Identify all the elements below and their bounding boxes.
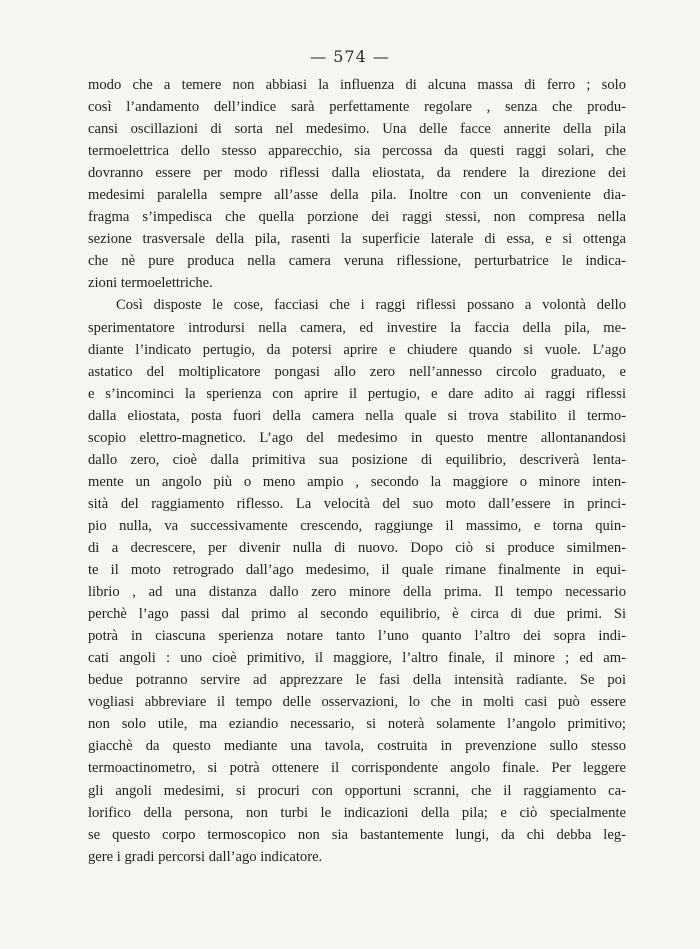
- text-line: cati angoli : uno cioè primitivo, il maggiore, l’altro finale, il minore ; ed am-: [88, 650, 626, 667]
- page-number: — 574 —: [310, 47, 390, 66]
- text-line: modo che a temere non abbiasi la influenza di alcuna massa di ferro ; solo: [88, 77, 626, 93]
- text-line: termoactinometro, si potrà ottenere il corrispondente angolo finale. Per leggere: [88, 760, 626, 777]
- text-line: cansi oscillazioni di sorta nel medesimo. Una delle facce annerite della pila: [88, 121, 626, 138]
- text-line: e s’incominci la sperienza con aprire il pertugio, e dare adito ai raggi riflessi: [88, 385, 626, 402]
- text-line: te il moto retrogrado dall’ago medesimo, il quale rimane finalmente in equi-: [88, 562, 626, 579]
- paragraph-2: [88, 294, 626, 867]
- text-line: diante l’indicato pertugio, da potersi aprire e chiudere quando si vuole. L’ago: [88, 341, 626, 358]
- text-line: gli angoli medesimi, si procuri con opportuni scranni, che il raggiamento ca-: [88, 782, 626, 799]
- text-line: lorifico della persona, non turbi le indicazioni della pila; e ciò specialmente: [88, 804, 626, 821]
- text-line: potrà in ciascuna sperienza notare tanto l’uno quanto l’altro dei sopra indi-: [88, 628, 626, 645]
- text-line: Così disposte le cose, facciasi che i raggi riflessi possano a volontà dello: [116, 297, 626, 314]
- text-line: zioni termoelettriche.: [88, 275, 213, 292]
- text-line: sezione trasversale della pila, rasenti la superficie laterale di essa, e si ottenga: [88, 231, 626, 248]
- text-line: termoelettrica dello stesso apparecchio, sia percossa da questi raggi solari, che: [88, 143, 626, 160]
- text-line: perchè l’ago passi dal primo al secondo equilibrio, è circa di due primi. Si: [88, 606, 626, 623]
- text-line: medesimi paralella sempre all’asse della pila. Inoltre con un conveniente dia-: [88, 187, 626, 204]
- text-line: fragma s’impedisca che quella porzione dei raggi stessi, non compresa nella: [88, 209, 626, 226]
- text-line: sperimentatore introdursi nella camera, ed investire la faccia della pila, me-: [88, 319, 626, 336]
- text-line: dovranno essere per modo riflessi dalla eliostata, da rendere la direzione dei: [88, 165, 626, 182]
- text-line: scopio elettro-magnetico. L’ago del medesimo in questo mentre allontanandosi: [88, 429, 626, 446]
- text-line: pio nulla, va successivamente crescendo, raggiunge il massimo, e torna quin-: [88, 517, 626, 534]
- text-line: così l’andamento dell’indice sarà perfettamente regolare , senza che produ-: [88, 99, 626, 116]
- body-text: [88, 74, 626, 868]
- text-line: gere i gradi percorsi dall’ago indicatore.: [88, 848, 323, 865]
- text-line: mente un angolo più o meno ampio , secondo la maggiore o minore inten-: [88, 473, 626, 490]
- text-line: dallo zero, cioè dalla primitiva sua posizione di equilibrio, descriverà lenta-: [88, 451, 626, 468]
- text-line: vogliasi abbreviare il tempo delle osservazioni, lo che in molti casi può essere: [88, 694, 626, 711]
- text-line: giacchè da questo mediante una tavola, costruita in prevenzione sullo stesso: [88, 738, 626, 755]
- text-line: sità del raggiamento riflesso. La velocità del suo moto dall’essere in princi-: [88, 495, 626, 512]
- text-line: bedue potranno servire ad apprezzare le fasi della intensità radiante. Se poi: [88, 672, 626, 689]
- text-line: se questo corpo termoscopico non sia bastantemente lungi, da chi debba leg-: [88, 826, 626, 843]
- text-line: non solo utile, ma eziandio necessario, si noterà solamente l’angolo primitivo;: [88, 716, 626, 733]
- text-line: librio , ad una distanza dallo zero minore della prima. Il tempo necessario: [88, 584, 626, 601]
- text-line: dalla eliostata, posta fuori della camera nella quale si trova stabilito il termo-: [88, 407, 626, 424]
- text-line: che nè pure produca nella camera veruna riflessione, perturbatrice le indica-: [88, 253, 626, 270]
- text-line: di a decrescere, per divenir nulla di nuovo. Dopo ciò si produce similmen-: [88, 539, 626, 556]
- paragraph-1: [88, 74, 626, 294]
- text-line: astatico del moltiplicatore pongasi allo zero nell’annesso circolo graduato, e: [88, 363, 626, 380]
